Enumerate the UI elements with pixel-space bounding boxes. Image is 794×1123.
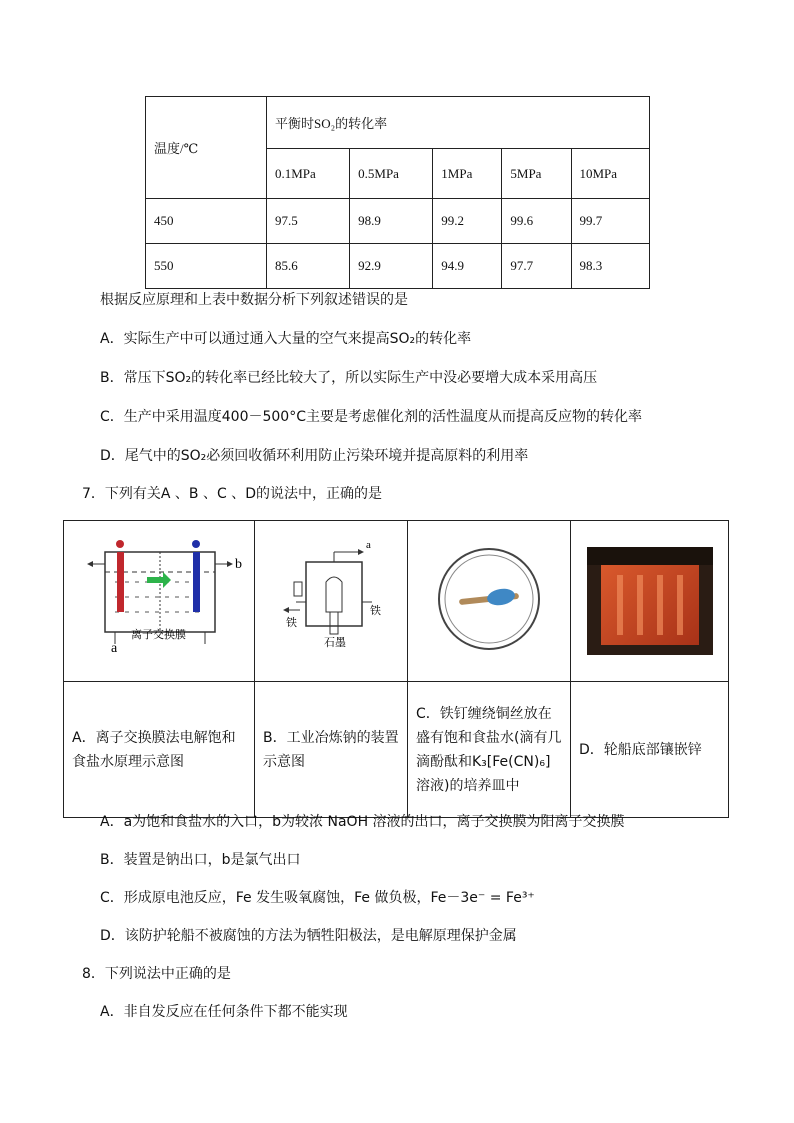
pressure-header: 5MPa: [502, 149, 571, 199]
pressure-header: 0.1MPa: [267, 149, 350, 199]
value-cell: 99.2: [433, 199, 502, 244]
q7-option-b: B．装置是钠出口，b是氯气出口: [100, 852, 301, 868]
graphite-label: 石墨: [324, 636, 346, 649]
q6-option-d: D．尾气中的SO₂必须回收循环利用防止污染环境并提高原料的利用率: [100, 448, 529, 464]
caption-a: A．离子交换膜法电解饱和食盐水原理示意图: [64, 682, 255, 818]
label-a: a: [111, 641, 118, 656]
value-cell: 97.5: [267, 199, 350, 244]
pressure-header: 10MPa: [571, 149, 650, 199]
label-b: b: [235, 557, 242, 572]
petri-dish-figure: [408, 521, 571, 682]
value-cell: 99.6: [502, 199, 571, 244]
electrolysis-figure: [64, 521, 255, 682]
pressure-header: 1MPa: [433, 149, 502, 199]
ship-hull-figure: [571, 521, 729, 682]
q7-option-c: C．形成原电池反应，Fe 发生吸氧腐蚀，Fe 做负极，Fe－3e⁻ = Fe³⁺: [100, 890, 535, 906]
value-cell: 94.9: [433, 244, 502, 289]
value-cell: 98.9: [350, 199, 433, 244]
temp-cell: 550: [146, 244, 267, 289]
conversion-table: [145, 96, 650, 289]
caption-b: B．工业冶炼钠的装置示意图: [255, 682, 408, 818]
q6-option-c: C．生产中采用温度400－500°C主要是考虑催化剂的活性温度从而提高反应物的转化率: [100, 409, 642, 425]
question-6-stem: 根据反应原理和上表中数据分析下列叙述错误的是: [100, 292, 408, 308]
sodium-furnace-diagram: [256, 522, 406, 676]
pressure-header: 0.5MPa: [350, 149, 433, 199]
value-cell: 92.9: [350, 244, 433, 289]
electrolysis-diagram: [65, 522, 253, 676]
temp-header: 温度/℃: [146, 97, 267, 199]
value-cell: 98.3: [571, 244, 650, 289]
question-7-stem: 7．下列有关A 、B 、C 、D的说法中，正确的是: [82, 486, 382, 502]
value-cell: 85.6: [267, 244, 350, 289]
caption-c: C．铁钉缠绕铜丝放在盛有饱和食盐水(滴有几滴酚酞和K₃[Fe(CN)₆]溶液)的培养皿中: [408, 682, 571, 818]
iron-right-label: 铁: [370, 604, 381, 617]
temp-cell: 450: [146, 199, 267, 244]
q8-option-a: A．非自发反应在任何条件下都不能实现: [100, 1004, 348, 1020]
outlet-a-label: a: [366, 539, 371, 551]
caption-d: D．轮船底部镶嵌锌: [571, 682, 729, 818]
iron-left-label: 铁: [286, 616, 297, 629]
q6-option-a: A．实际生产中可以通过通入大量的空气来提高SO₂的转化率: [100, 331, 472, 347]
membrane-label: 离子交换膜: [131, 628, 186, 641]
sodium-furnace-figure: [255, 521, 408, 682]
q7-option-d: D．该防护轮船不被腐蚀的方法为牺牲阳极法，是电解原理保护金属: [100, 928, 517, 944]
table-row: [146, 244, 650, 289]
petri-dish-diagram: [434, 544, 544, 654]
conversion-header: 平衡时SO₂的转化率: [267, 97, 650, 149]
figure-table: [63, 520, 729, 818]
q6-option-b: B．常压下SO₂的转化率已经比较大了，所以实际生产中没必要增大成本采用高压: [100, 370, 598, 386]
table-row: [146, 199, 650, 244]
value-cell: 97.7: [502, 244, 571, 289]
ship-hull-photo: [587, 547, 713, 655]
question-8-stem: 8．下列说法中正确的是: [82, 966, 231, 982]
value-cell: 99.7: [571, 199, 650, 244]
q7-option-a: A．a为饱和食盐水的入口，b为较浓 NaOH 溶液的出口，离子交换膜为阳离子交换膜: [100, 814, 625, 830]
